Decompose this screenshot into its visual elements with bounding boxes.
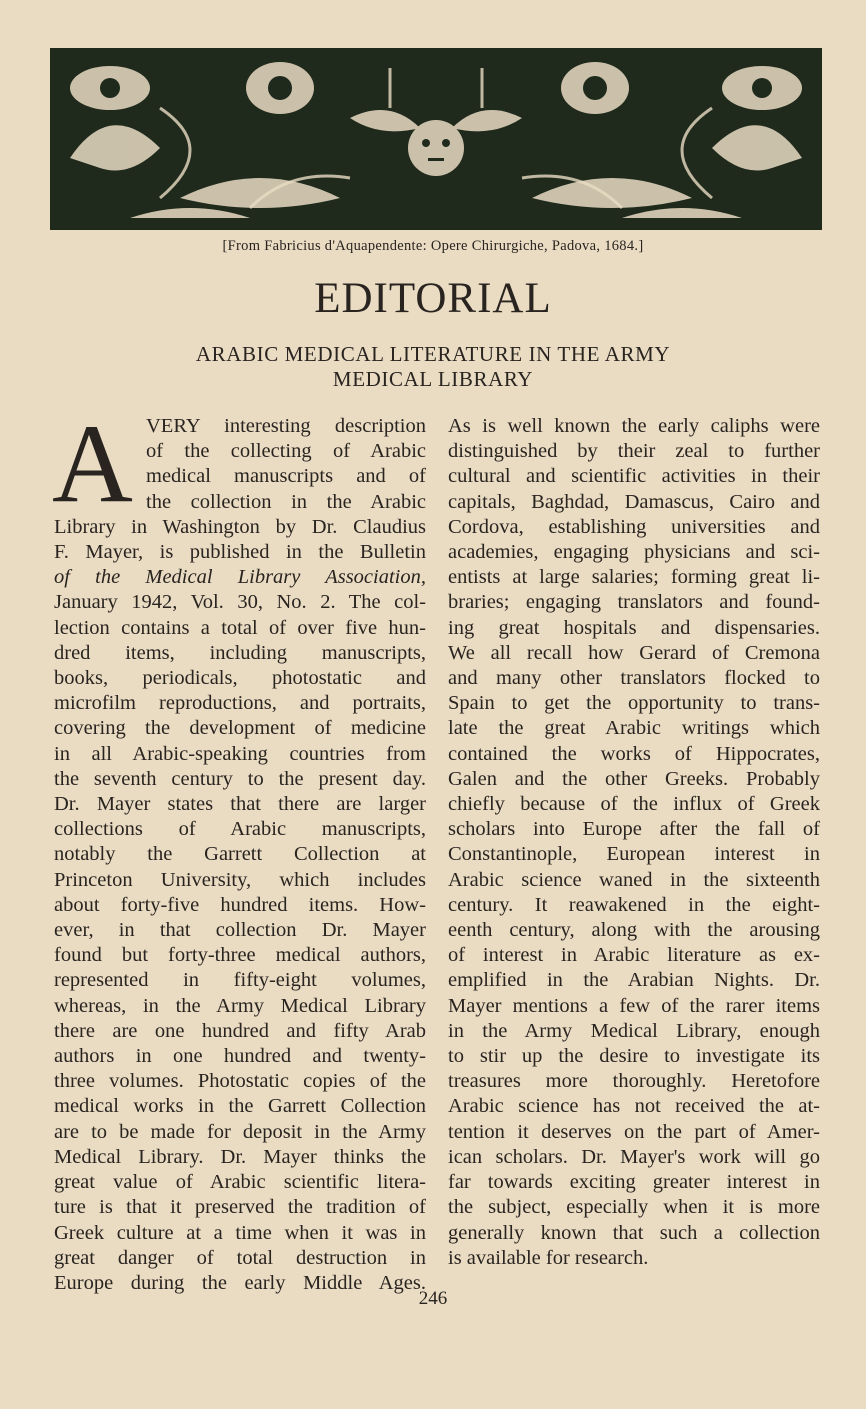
text-line: Arabic science has not received the at- <box>448 1095 820 1118</box>
text-line: in the Army Medical Library, enough <box>448 1019 820 1042</box>
text-line: late the great Arabic writings which <box>448 717 820 740</box>
text-line: microfilm reproductions, and portraits, <box>54 692 426 715</box>
text-line: ture is that it preserved the tradition of <box>54 1196 426 1219</box>
page-title: EDITORIAL <box>314 275 552 322</box>
text-line: ever, in that collection Dr. Mayer <box>54 919 426 942</box>
text-line: in all Arabic-speaking countries from <box>54 742 426 765</box>
woodcut-headpiece <box>50 48 822 230</box>
text-line: lection contains a total of over five hun- <box>54 616 426 639</box>
text-line: to stir up the desire to investigate its <box>448 1045 820 1068</box>
text-line: century. It reawakened in the eight- <box>448 893 820 916</box>
text-line: are to be made for deposit in the Army <box>54 1120 426 1143</box>
text-line: there are one hundred and fifty Arab <box>54 1019 426 1042</box>
text-line: We all recall how Gerard of Cremona <box>448 641 820 664</box>
text-line: great danger of total destruction in <box>54 1246 426 1269</box>
text-line: eenth century, along with the arousing <box>448 919 820 942</box>
text-line: academies, engaging physicians and sci- <box>448 541 820 564</box>
text-line: Library in Washington by Dr. Claudius <box>54 515 426 538</box>
text-line: scholars into Europe after the fall of <box>448 818 820 841</box>
text-line: tention it deserves on the part of Amer- <box>448 1120 820 1143</box>
text-line: collections of Arabic manuscripts, <box>54 818 426 841</box>
text-line: Constantinople, European interest in <box>448 843 820 866</box>
text-line: Princeton University, which includes <box>54 868 426 891</box>
text-line: books, periodicals, photostatic and <box>54 667 426 690</box>
text-line: Arabic science waned in the sixteenth <box>448 868 820 891</box>
text-line: authors in one hundred and twenty- <box>54 1045 426 1068</box>
text-line: distinguished by their zeal to further <box>448 440 820 463</box>
text-line: dred items, including manuscripts, <box>54 641 426 664</box>
text-line: ing great hospitals and dispensaries. <box>448 616 820 639</box>
text-line: the collection in the Arabic <box>146 490 426 513</box>
text-line: Medical Library. Dr. Mayer thinks the <box>54 1145 426 1168</box>
left-column <box>52 402 426 1296</box>
text-line: found but forty-three medical authors, <box>54 944 426 967</box>
headpiece-caption: [From Fabricius d'Aquapendente: Opere Chirurgiche, Padova, 1684.] <box>222 238 644 254</box>
text-line: whereas, in the Army Medical Library <box>54 994 426 1017</box>
text-line: emplified in the Arabian Nights. Dr. <box>448 969 820 992</box>
text-line: the subject, especially when it is more <box>448 1196 820 1219</box>
text-line: is available for research. <box>448 1246 649 1269</box>
text-line: far towards exciting greater interest in <box>448 1171 820 1194</box>
text-line: medical manuscripts and of <box>146 465 426 488</box>
text-line: braries; engaging translators and found- <box>448 591 820 614</box>
text-line: medical works in the Garrett Collection <box>54 1095 426 1118</box>
text-line: the seventh century to the present day. <box>54 767 426 790</box>
text-line: generally known that such a collection <box>448 1221 820 1244</box>
text-line: about forty-five hundred items. How- <box>54 893 426 916</box>
text-line: Dr. Mayer states that there are larger <box>54 793 426 816</box>
page-number: 246 <box>418 1288 448 1309</box>
text-line: Europe during the early Middle Ages. <box>54 1271 426 1294</box>
text-line: of interest in Arabic literature as ex- <box>448 944 820 967</box>
text-line: three volumes. Photostatic copies of the <box>54 1070 426 1093</box>
text-line: Mayer mentions a few of the rarer items <box>448 994 820 1017</box>
text-line: As is well known the early caliphs were <box>448 415 820 437</box>
text-line: chiefly because of the influx of Greek <box>448 793 820 816</box>
text-line: Spain to get the opportunity to trans- <box>448 692 820 715</box>
text-line: covering the development of medicine <box>54 717 426 740</box>
text-line: of the collecting of Arabic <box>146 440 426 463</box>
article-subtitle <box>0 342 866 392</box>
right-column <box>448 414 820 1271</box>
text-line: Greek culture at a time when it was in <box>54 1221 426 1244</box>
text-line: great value of Arabic scientific litera- <box>54 1171 426 1194</box>
text-line: January 1942, Vol. 30, No. 2. The col- <box>54 591 426 614</box>
subtitle-line-1: ARABIC MEDICAL LITERATURE IN THE ARMY <box>195 342 671 366</box>
text-line: notably the Garrett Collection at <box>54 843 426 866</box>
text-line: VERY interesting description <box>146 415 426 437</box>
text-line: contained the works of Hippocrates, <box>448 742 820 765</box>
text-line: treasures more thoroughly. Heretofore <box>448 1070 820 1093</box>
text-line: cultural and scientific activities in their <box>448 465 820 488</box>
text-line: F. Mayer, is published in the Bulletin <box>54 541 426 564</box>
text-line: entists at large salaries; forming great li- <box>448 566 820 589</box>
text-line: and many other translators flocked to <box>448 667 820 690</box>
subtitle-line-2: MEDICAL LIBRARY <box>332 367 534 391</box>
text-line: Cordova, establishing universities and <box>448 515 820 538</box>
drop-cap: A <box>52 402 133 526</box>
text-line: capitals, Baghdad, Damascus, Cairo and <box>448 490 820 513</box>
text-line: ican scholars. Dr. Mayer's work will go <box>448 1145 820 1168</box>
text-line: of the Medical Library Association, <box>54 566 426 589</box>
text-line: represented in fifty-eight volumes, <box>54 969 426 992</box>
text-line: Galen and the other Greeks. Probably <box>448 767 820 790</box>
